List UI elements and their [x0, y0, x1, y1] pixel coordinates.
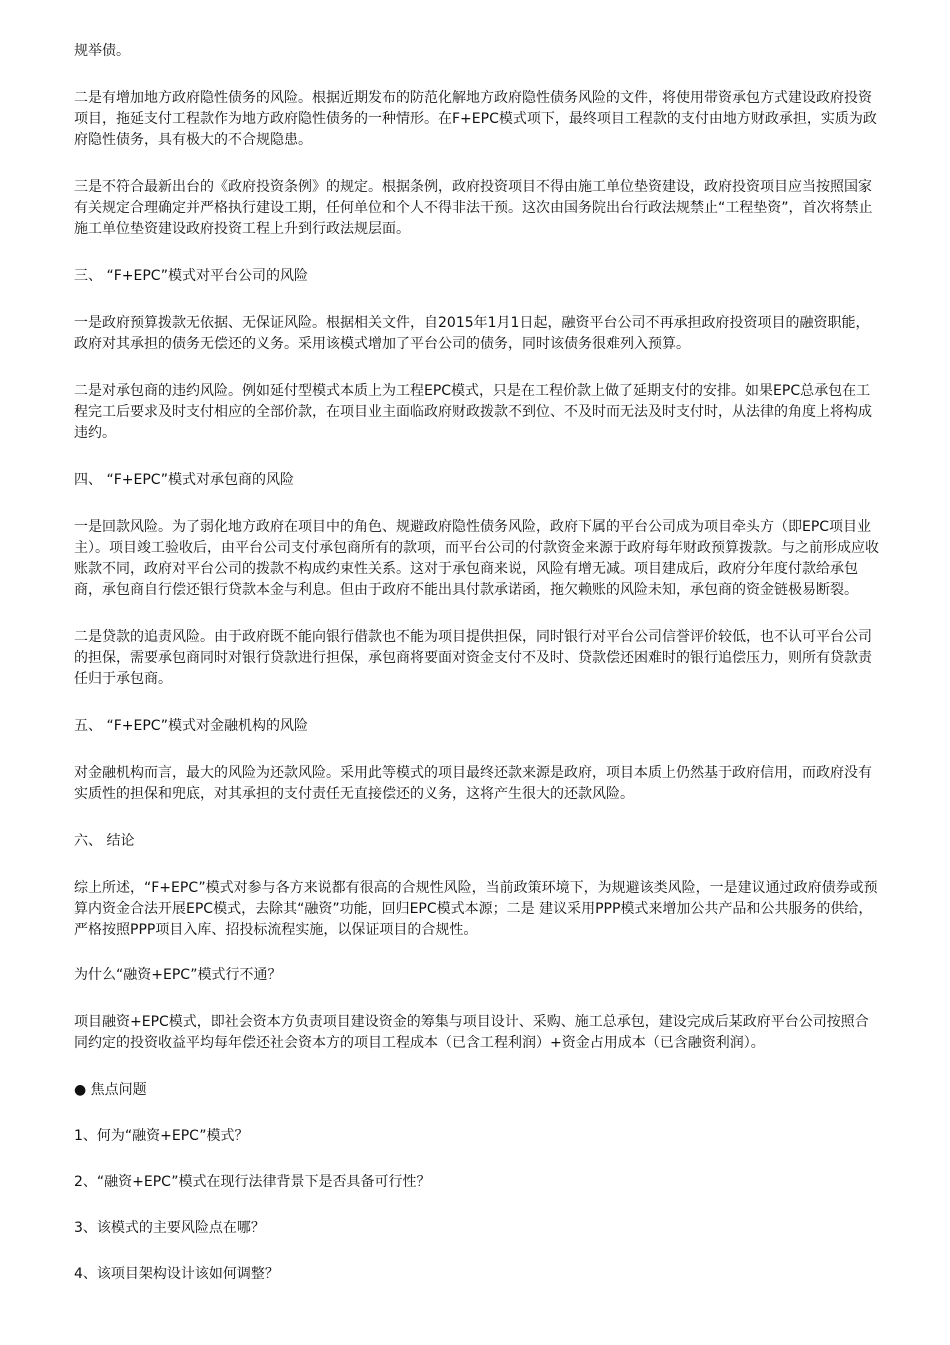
paragraph-hidden-debt-risk: 二是有增加地方政府隐性债务的风险。根据近期发布的防范化解地方政府隐性债务风险的文件，将使用带资承包方式建设政府投资项目，拖延支付工程款作为地方政府隐性债务的一种情形。在F+EPC模式项下，最终项目工程款的支付由地方财政承担，实质为政府隐性债务，具有极大的不合规隐患。	[74, 90, 877, 148]
focus-question-3: 3、该模式的主要风险点在哪？	[74, 1220, 265, 1236]
section-heading-contractor-risk: 四、 “F+EPC”模式对承包商的风险	[74, 472, 295, 488]
paragraph-loan-liability-risk: 二是贷款的追责风险。由于政府既不能向银行借款也不能为项目提供担保，同时银行对平台公司信誉评价较低，也不认可平台公司的担保，需要承包商同时对银行贷款进行担保，承包商将要面对资金支付不及时、贷款偿还困难时的银行追偿压力，则所有贷款责任归于承包商。	[74, 629, 872, 687]
paragraph-investment-regulation: 三是不符合最新出台的《政府投资条例》的规定。根据条例，政府投资项目不得由施工单位垫资建设，政府投资项目应当按照国家有关规定合理确定并严格执行建设工期，任何单位和个人不得非法干预。这次由国务院出台行政法规禁止“工程垫资”，首次将禁止施工单位垫资建设政府投资工程上升到行政法规层面。	[74, 179, 873, 237]
document-body	[74, 41, 882, 1285]
focus-question-4: 4、该项目架构设计该如何调整？	[74, 1266, 279, 1282]
section-heading-financial-risk: 五、 “F+EPC”模式对金融机构的风险	[74, 718, 309, 734]
question-heading: 为什么“融资+EPC”模式行不通？	[74, 967, 282, 983]
paragraph-budget-risk: 一是政府预算拨款无依据、无保证风险。根据相关文件，自2015年1月1日起，融资平台公司不再承担政府投资项目的融资职能，政府对其承担的债务无偿还的义务。采用该模式增加了平台公司的债务，同时该债务很难列入预算。	[74, 315, 870, 352]
focus-question-1: 1、何为“融资+EPC”模式？	[74, 1128, 249, 1144]
paragraph-payment-collection-risk: 一是回款风险。为了弱化地方政府在项目中的角色、规避政府隐性债务风险，政府下属的平台公司成为项目牵头方（即EPC项目业主）。项目竣工验收后，由平台公司支付承包商所有的款项，而平台公司的付款资金来源于政府每年财政预算拨款。与之前形成应收账款不同，政府对平台公司的拨款不构成约束性关系。这对于承包商来说，风险有增无减。项目建成后，政府分年度付款给承包商，承包商自行偿还银行贷款本金与利息。但由于政府不能出具付款承诺函，拖欠赖账的风险未知，承包商的资金链极易断裂。	[74, 519, 879, 598]
paragraph-breach-risk: 二是对承包商的违约风险。例如延付型模式本质上为工程EPC模式，只是在工程价款上做了延期支付的安排。如果EPC总承包在工程完工后要求及时支付相应的全部价款，在项目业主面临政府财政拨款不到位、不及时而无法及时支付时，从法律的角度上将构成违约。	[74, 383, 872, 441]
focus-issues-heading: ● 焦点问题	[74, 1082, 147, 1098]
section-heading-conclusion: 六、 结论	[74, 833, 135, 849]
paragraph-repayment-risk: 对金融机构而言，最大的风险为还款风险。采用此等模式的项目最终还款来源是政府，项目本质上仍然基于政府信用，而政府没有实质性的担保和兜底，对其承担的支付责任无直接偿还的义务，这将产生很大的还款风险。	[74, 765, 872, 802]
paragraph-continuation: 规举债。	[74, 43, 130, 59]
paragraph-model-definition: 项目融资+EPC模式，即社会资本方负责项目建设资金的筹集与项目设计、采购、施工总承包，建设完成后某政府平台公司按照合同约定的投资收益平均每年偿还社会资本方的项目工程成本（已含工程利润）+资金占用成本（已含融资利润）。	[74, 1014, 869, 1051]
section-heading-platform-risk: 三、 “F+EPC”模式对平台公司的风险	[74, 268, 309, 284]
focus-question-2: 2、“融资+EPC”模式在现行法律背景下是否具备可行性？	[74, 1174, 431, 1190]
paragraph-conclusion: 综上所述，“F+EPC”模式对参与各方来说都有很高的合规性风险，当前政策环境下，为规避该类风险，一是建议通过政府债券或预算内资金合法开展EPC模式，去除其“融资”功能，回归EPC模式本源；二是 建议采用PPP模式来增加公共产品和公共服务的供给，严格按照PPP项目入库、招投标流程实施，以保证项目的合规性。	[74, 880, 878, 938]
